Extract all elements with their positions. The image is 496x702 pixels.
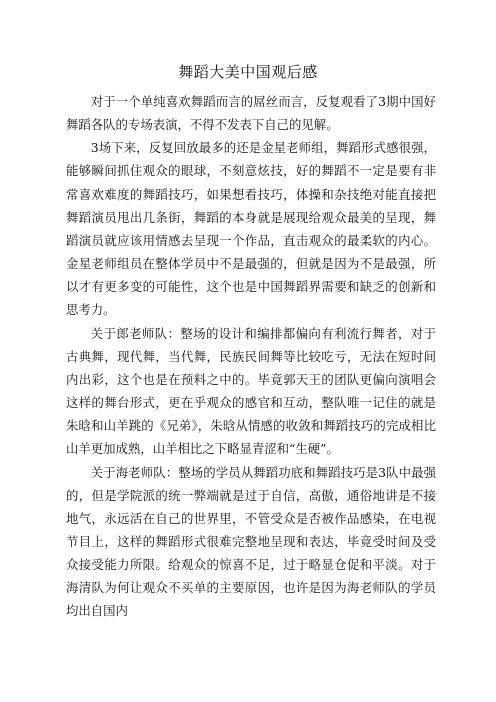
paragraph-lang-team: 关于郎老师队：整场的设计和编排都偏向有利流行舞者，对于古典舞，现代舞，当代舞，民族民间舞等比较吃亏，无法在短时间内出彩，这个也是在预料之中的。毕竟郭天王的团队更偏向演唱会这样的舞台形式，更在乎观众的感官和互动，整队唯一记住的就是朱晗和山羊跳的《兄弟》，朱晗从情感的收敛和舞蹈技巧的完成相比山羊更加成熟，山羊相比之下略显青涩和“生硬”。 bbox=[66, 325, 436, 457]
document-body bbox=[66, 90, 436, 623]
paragraph-intro: 对于一个单纯喜欢舞蹈而言的屌丝而言，反复观看了3期中国好舞蹈各队的专场表演，不得不发表下自己的见解。 bbox=[66, 94, 436, 133]
paragraph-hai-team: 关于海老师队：整场的学员从舞蹈功底和舞蹈技巧是3队中最强的，但是学院派的统一弊端就是过于自信，高傲，通俗地讲是不接地气，永远活在自己的世界里，不管受众是否被作品感染，在电视节目上，这样的舞蹈形式很难完整地呈现和表达，毕竟受时间及受众接受能力所限。给观众的惊喜不足，过于略显仓促和平淡。对于海清队为何让观众不买单的主要原因，也许是因为海老师队的学员均出自国内 bbox=[66, 464, 436, 619]
document-title: 舞蹈大美中国观后感 bbox=[178, 63, 318, 81]
paragraph-jinxing-team: 3场下来，反复回放最多的还是金星老师组，舞蹈形式感很强，能够瞬间抓住观众的眼球，不刻意炫技，好的舞蹈不一定是要有非常喜欢难度的舞蹈技巧，如果想看技巧，体操和杂技绝对能直接把舞蹈演员甩出几条街，舞蹈的本身就是展现给观众最美的呈现，舞蹈演员就应该用情感去呈现一个作品，直击观众的最柔软的内心。金星老师组员在整体学员中不是最强的，但就是因为不是最强，所以才有更多变的可能性，这个也是中国舞蹈界需要和缺乏的创新和思考力。 bbox=[66, 140, 436, 318]
